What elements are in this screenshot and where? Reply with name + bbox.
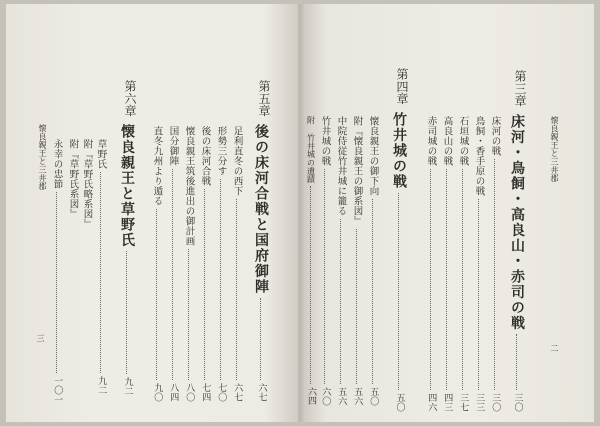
leader-dots	[204, 189, 206, 380]
toc-entry-text: 赤司城の戦	[425, 116, 437, 166]
chapter-4-label: 第四章	[395, 68, 409, 105]
toc-entry-page: 八四	[168, 383, 179, 402]
toc-entry-text: 竹井城の戦	[319, 116, 331, 166]
toc-entry-page: 五六	[336, 387, 347, 406]
leader-dots	[156, 209, 158, 380]
toc-entry-text: 中院侍従竹井城に籠る	[335, 116, 347, 216]
leader-dots	[100, 172, 102, 373]
chapter-3-title: 床河・鳥飼・高良山・赤司の戦	[509, 114, 525, 331]
toc-entry-text: 附『草野氏系図』	[67, 139, 79, 219]
chapter-3-label: 第三章	[513, 70, 527, 107]
toc-entry-text: 後の床河合戦	[199, 126, 211, 186]
toc-entry-page: 三〇	[490, 393, 501, 412]
toc-entry-text: 草野氏	[95, 139, 107, 169]
leader-dots	[126, 251, 128, 374]
leader-dots	[494, 159, 496, 390]
toc-entry	[52, 139, 62, 404]
leader-dots	[220, 179, 222, 380]
leader-dots	[372, 199, 374, 384]
leader-dots	[462, 169, 464, 390]
leader-dots	[356, 229, 358, 384]
toc-entry-text: 形勢三分す	[215, 126, 227, 176]
toc-entry-page: 六四	[306, 387, 316, 406]
toc-entry	[96, 139, 106, 395]
chapter-4-title: 竹井城の戦	[391, 112, 407, 190]
page-number: 二	[550, 344, 559, 353]
toc-entry-text: 石垣城の戦	[457, 116, 469, 166]
toc-entry-text: 足利直冬の西下	[231, 126, 243, 196]
leader-dots	[516, 334, 518, 390]
toc-entry-page: 六〇	[320, 387, 331, 406]
leader-dots	[310, 186, 312, 384]
toc-entry	[216, 126, 226, 402]
toc-entry	[168, 126, 178, 402]
chapter-6-label: 第六章	[123, 80, 137, 117]
toc-entry-page: 三三	[474, 393, 485, 412]
toc-entry-page: 七〇	[216, 383, 227, 402]
chapter-5-title: 後の床河合戦と国府御陣	[253, 124, 269, 295]
toc-entry-text: 永幸の忠節	[51, 139, 63, 189]
toc-entry	[306, 116, 315, 406]
toc-entry-text: 高良山の戦	[441, 116, 453, 166]
toc-entry-text: 附『草野氏略系図』	[81, 139, 93, 229]
toc-entry-text: 附 竹井城の遺蹟	[306, 116, 316, 184]
toc-entry-page: 五六	[352, 387, 363, 406]
chapter-3-page: 三〇	[512, 393, 523, 412]
chapter-4-title-row	[392, 112, 406, 412]
chapter-3-title-row	[510, 114, 524, 412]
toc-entry	[442, 116, 452, 412]
left-page	[6, 4, 300, 422]
toc-entry-text: 国分御陣	[167, 126, 179, 166]
chapter-5-page: 六七	[256, 383, 267, 402]
leader-dots	[188, 249, 190, 380]
toc-entry-text: 懐良親王筑後進出の御計画	[183, 126, 195, 246]
chapter-5-title-row	[254, 124, 268, 402]
toc-entry	[352, 116, 362, 406]
leader-dots	[430, 169, 432, 390]
toc-entry-page: 四三	[442, 393, 453, 412]
leader-dots	[236, 199, 238, 380]
leader-dots	[324, 169, 326, 384]
leader-dots	[478, 199, 480, 390]
toc-entry	[474, 116, 484, 412]
toc-entry-page: 七四	[200, 383, 211, 402]
page-number: 三	[36, 334, 45, 343]
toc-entry	[426, 116, 436, 412]
toc-entry-page: 九二	[96, 376, 107, 395]
leader-dots	[260, 298, 262, 381]
chapter-6-title-row	[120, 124, 134, 396]
toc-entry	[320, 116, 330, 406]
chapter-6-page: 九二	[122, 377, 133, 396]
chapter-4-page: 五〇	[394, 393, 405, 412]
toc-entry-page: 六七	[232, 383, 243, 402]
toc-entry-page: 三七	[458, 393, 469, 412]
chapter-6-title: 懐良親王と草野氏	[119, 124, 135, 248]
toc-entry	[152, 126, 162, 402]
toc-entry-page: 五〇	[368, 387, 379, 406]
running-head: 懐良親王と三井郡	[38, 124, 47, 191]
toc-entry	[490, 116, 500, 412]
toc-entry-page: 八〇	[184, 383, 195, 402]
toc-entry-text: 直冬九州より遁る	[151, 126, 163, 206]
leader-dots	[340, 219, 342, 384]
toc-entry	[336, 116, 346, 406]
toc-entry-page: 一〇一	[52, 375, 63, 404]
leader-dots	[446, 169, 448, 390]
book-spread	[6, 4, 594, 422]
chapter-5-label: 第五章	[257, 80, 271, 117]
toc-entry	[232, 126, 242, 402]
toc-entry-text: 鳥飼・香手原の戦	[473, 116, 485, 196]
toc-entry	[184, 126, 194, 402]
leader-dots	[398, 193, 400, 391]
leader-dots	[56, 192, 58, 373]
toc-entry	[368, 116, 378, 406]
toc-entry-page: 九〇	[152, 383, 163, 402]
right-page	[300, 4, 594, 422]
toc-entry	[458, 116, 468, 412]
running-head: 懐良親王と三井郡	[550, 116, 559, 183]
toc-entry-page: 四六	[426, 393, 437, 412]
toc-entry-text: 懐良親王の御下向	[367, 116, 379, 196]
toc-entry-text: 床河の戦	[489, 116, 501, 156]
toc-entry-text: 附『懐良親王の御系図』	[351, 116, 363, 226]
book-gutter	[298, 4, 304, 422]
leader-dots	[172, 169, 174, 380]
toc-entry	[200, 126, 210, 402]
